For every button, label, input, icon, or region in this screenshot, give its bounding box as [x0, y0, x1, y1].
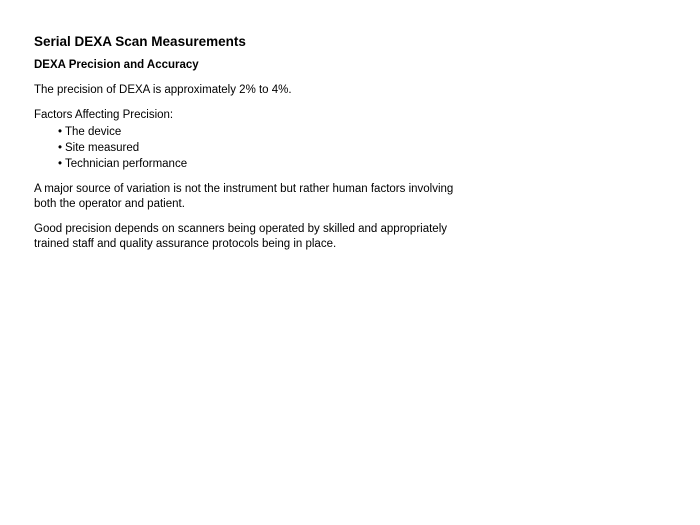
- bullet-icon: •: [58, 126, 63, 138]
- list-item-text: Technician performance: [65, 158, 188, 170]
- factors-list: [34, 124, 474, 172]
- factors-intro: Factors Affecting Precision:: [34, 109, 174, 121]
- list-item: [58, 124, 474, 140]
- page-title: Serial DEXA Scan Measurements: [34, 34, 246, 49]
- list-item-text: Site measured: [65, 142, 140, 154]
- section-heading: DEXA Precision and Accuracy: [34, 59, 199, 71]
- list-item: [58, 140, 474, 156]
- bullet-icon: •: [58, 142, 63, 154]
- precision-paragraph: The precision of DEXA is approximately 2% to 4%.: [34, 84, 292, 96]
- list-item-text: The device: [65, 126, 122, 138]
- bullet-icon: •: [58, 158, 63, 170]
- variation-paragraph: A major source of variation is not the instrument but rather human factors involving both the operator and patient.: [34, 183, 454, 210]
- document-body: [34, 33, 474, 262]
- good-precision-paragraph: Good precision depends on scanners being operated by skilled and appropriately trained staff and quality assurance protocols being in place.: [34, 223, 447, 250]
- list-item: [58, 156, 474, 172]
